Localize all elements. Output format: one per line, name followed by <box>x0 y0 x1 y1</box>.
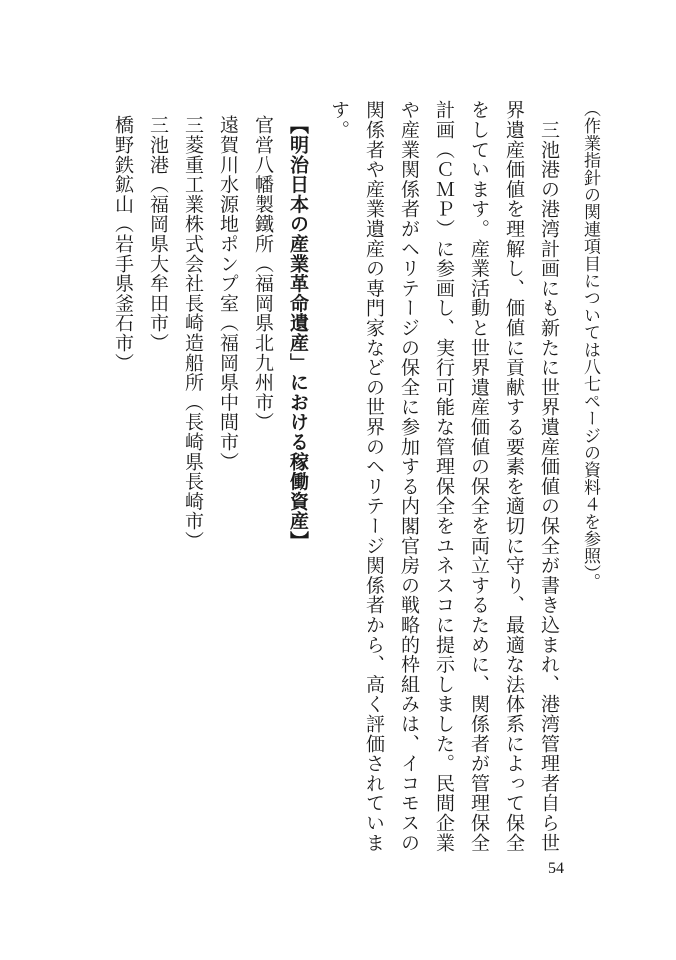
asset-item-yawata: 官営八幡製鐵所（福岡県北九州市） <box>252 115 274 432</box>
body-line-7: す。 <box>328 100 350 140</box>
section-heading: 【明治日本の産業革命遺産」における稼働資産】 <box>287 115 309 551</box>
body-line-1: 三池港の港湾計画にも新たに世界遺産価値の保全が書き込まれ、港湾管理者自ら世 <box>538 100 560 853</box>
page-number: 54 <box>548 860 564 877</box>
body-line-2: 界遺産価値を理解し、価値に貢献する要素を適切に守り、最適な法体系によって保全 <box>503 100 525 853</box>
body-line-5: や産業関係者がヘリテージの保全に参加する内閣官房の戦略的枠組みは、イコモスの <box>398 100 420 853</box>
body-line-6: 関係者や産業遺産の専門家などの世界のヘリテージ関係者から、高く評価されていま <box>363 100 385 853</box>
asset-item-nagasaki-shipyard: 三菱重工業株式会社長崎造船所（長崎県長崎市） <box>182 115 204 551</box>
asset-item-miike-port: 三池港（福岡県大牟田市） <box>147 115 169 353</box>
body-line-3: をしています。産業活動と世界遺産価値の保全を両立するために、関係者が管理保全 <box>468 100 490 853</box>
asset-item-hashino-mine: 橋野鉄鉱山（岩手県釜石市） <box>112 115 134 373</box>
body-line-4: 計画（ＣＭＰ）に参画し、実行可能な管理保全をユネスコに提示しました。民間企業 <box>433 100 455 853</box>
asset-item-onga-pump: 遠賀川水源地ポンプ室（福岡県中間市） <box>217 115 239 472</box>
reference-note: （作業指針の関連項目については八七ページの資料４を参照）。 <box>580 100 600 591</box>
